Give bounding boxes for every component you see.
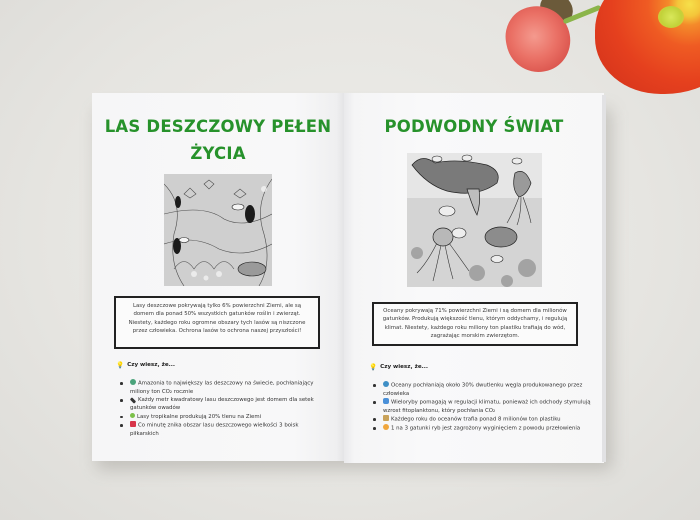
lightbulb-icon: 💡: [116, 361, 125, 369]
ocean-info-box: Oceany pokrywają 71% powierzchni Ziemi i są domem dla milionów gatunków. Produkują większość tlenu, którym oddychamy, i regulują klimat. Niestety, każdego roku miliony ton plastiku trafiają do wód, zagrażając morskim zwierzętom.: [372, 302, 578, 346]
globe-icon: [383, 381, 389, 387]
list-item: 1 na 3 gatunki ryb jest zagrożony wyginięciem z powodu przełowienia: [371, 424, 591, 433]
rainforest-illustration: [164, 174, 272, 286]
list-item: Amazonia to największy las deszczowy na świecie, pochłaniający miliony ton CO₂ rocznie: [118, 379, 328, 396]
list-item: Lasy tropikalne produkują 20% tlenu na Ziemi: [118, 413, 328, 421]
list-item: Co minutę znika obszar lasu deszczowego wielkości 3 boisk piłkarskich: [118, 421, 328, 438]
title-line-1: LAS DESZCZOWY PEŁEN: [104, 117, 332, 136]
lightbulb-icon: 💡: [369, 363, 378, 371]
whale-icon: [383, 398, 389, 404]
list-item: Oceany pochłaniają około 30% dwutlenku węgla produkowanego przez człowieka: [371, 381, 591, 398]
fact-list: [118, 379, 328, 438]
fact-list: [371, 381, 591, 433]
title-line-2: ŻYCIA: [190, 144, 246, 163]
left-page: [92, 93, 344, 461]
trash-icon: [383, 415, 389, 421]
underwater-illustration: [407, 153, 542, 287]
page-title-rainforest: [92, 113, 344, 167]
warning-icon: [130, 421, 136, 427]
facts-heading: 💡 Czy wiesz, że...: [116, 361, 176, 369]
ocean-facts: [371, 363, 591, 433]
poppy-center: [658, 6, 684, 28]
rainforest-facts: [118, 361, 328, 438]
rainforest-info-box: Lasy deszczowe pokrywają tylko 6% powierzchni Ziemi, ale są domem dla ponad 50% wszystkich gatunków roślin i zwierząt. Niestety, każdego roku ogromne obszary tych lasów są niszczone przez człowieka. Ochrona lasów to ochrona naszej przyszłości!: [114, 296, 320, 349]
right-page: [344, 93, 604, 463]
page-edge: [602, 95, 606, 462]
list-item: Każdy metr kwadratowy lasu deszczowego jest domem dla setek gatunków owadów: [118, 396, 328, 413]
globe-icon: [130, 379, 136, 385]
list-item: Wieloryby pomagają w regulacji klimatu, ponieważ ich odchody stymulują wzrost fitoplanktonu, który pochłania CO₂: [371, 398, 591, 415]
pencil-icon: [130, 397, 136, 403]
seedling-icon: [130, 413, 135, 418]
facts-heading: 💡 Czy wiesz, że...: [369, 363, 429, 371]
list-item: Każdego roku do oceanów trafia ponad 8 milionów ton plastiku: [371, 415, 591, 424]
page-title-underwater: PODWODNY ŚWIAT: [384, 117, 564, 136]
fish-icon: [383, 424, 389, 430]
